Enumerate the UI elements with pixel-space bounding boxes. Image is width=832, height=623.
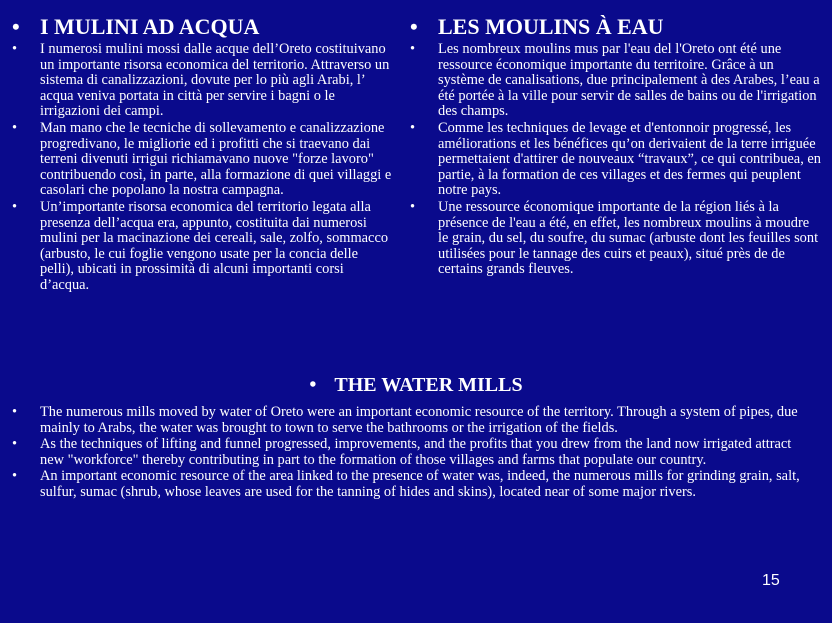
- list-item-text: Man mano che le tecniche di sollevamento e canalizzazione progredivano, le migliorie ed i profitti che si traevano dai terreni divenuti irrigui richiamavano nuove "forze lavoro" contribuendo così, in parte, alla formazione di quei villaggi e casolari che popolano la nostra campagna.: [40, 119, 392, 199]
- list-item: [10, 469, 810, 500]
- list-item: [408, 200, 823, 278]
- bullet-icon: •: [12, 198, 18, 215]
- bullet-icon: •: [12, 468, 18, 485]
- list-item-text: Comme les techniques de levage et d'entonnoir progressé, les améliorations et les bénéfices qu’on derivaient de la terre irriguée permettaient d'attirer de nouveaux “travaux”, ce qui contribuea, en partie, à la formation de ces villages et des fermes qui peuplent notre pays.: [438, 119, 821, 199]
- list-item-text: The numerous mills moved by water of Oreto were an important economic resource of the territory. Through a system of pipes, due mainly to Arabs, the water was brought to town to serve the bathrooms or the irrigation of the fields.: [40, 404, 798, 436]
- english-list: [10, 405, 810, 502]
- list-item: [10, 42, 395, 120]
- page-number: 15: [762, 572, 780, 589]
- english-title: THE WATER MILLS: [334, 374, 523, 396]
- italian-heading: [10, 14, 395, 40]
- french-heading: [408, 14, 823, 40]
- italian-list: [10, 42, 395, 294]
- english-heading: [0, 372, 832, 398]
- list-item-text: An important economic resource of the area linked to the presence of water was, indeed, the numerous mills for grinding grain, salt, sulfur, sumac (shrub, whose leaves are used for the tanning of hides and skins), located near of some major rivers.: [40, 468, 800, 500]
- french-list: [408, 42, 823, 278]
- bullet-icon: •: [12, 436, 18, 453]
- french-column: [408, 14, 823, 279]
- italian-column: [10, 14, 395, 295]
- bullet-icon: •: [309, 374, 317, 396]
- list-item: [10, 200, 395, 294]
- french-title: LES MOULINS À EAU: [438, 14, 664, 39]
- list-item-text: As the techniques of lifting and funnel progressed, improvements, and the profits that you drew from the land now irrigated attract new "workforce" thereby contributing in part to the formation of those villages and farms that populate our country.: [40, 436, 792, 468]
- list-item: [408, 42, 823, 120]
- list-item: [10, 121, 395, 199]
- bullet-icon: •: [410, 41, 416, 57]
- list-item: [10, 437, 810, 468]
- list-item-text: Un’importante risorsa economica del territorio legata alla presenza dell’acqua era, appunto, costituita dai numerosi mulini per la macinazione dei cereali, sale, zolfo, sommacco (arbusto, le cui foglie vengono usate per la concia delle pelli), ubicati in prossimità di alcuni importanti corsi d’acqua.: [40, 198, 389, 293]
- bullet-icon: •: [410, 198, 416, 215]
- bullet-icon: •: [12, 404, 18, 420]
- bullet-icon: •: [410, 119, 416, 136]
- list-item: [408, 121, 823, 199]
- list-item-text: Une ressource économique importante de la région liés à la présence de l'eau a été, en effet, les nombreux moulins à moudre le grain, du sel, du soufre, du sumac (arbuste dont les feuilles sont utilisées pour le tannage des cuirs et peaux), situé près de de certains grands fleuves.: [438, 198, 819, 278]
- bullet-icon: •: [12, 41, 18, 57]
- list-item-text: Les nombreux moulins mus par l'eau del l'Oreto ont été une ressource économique importante du territoire. Grâce à un système de canalisations, due principalement à des Arabes, l’eau a été portée à la ville pour servir de salles de bains ou de l'irrigation des champs.: [438, 41, 820, 120]
- bullet-icon: •: [12, 14, 20, 39]
- bullet-icon: •: [12, 119, 18, 136]
- list-item: [10, 405, 810, 436]
- list-item-text: I numerosi mulini mossi dalle acque dell’Oreto costituivano un importante risorsa economica del territorio. Attraverso un sistema di canalizzazioni, dovute per lo più agli Arabi, l’ acqua veniva portata in città per servire i bagni o le irrigazioni dei campi.: [40, 41, 390, 120]
- italian-title: I MULINI AD ACQUA: [40, 14, 260, 39]
- bullet-icon: •: [410, 14, 418, 39]
